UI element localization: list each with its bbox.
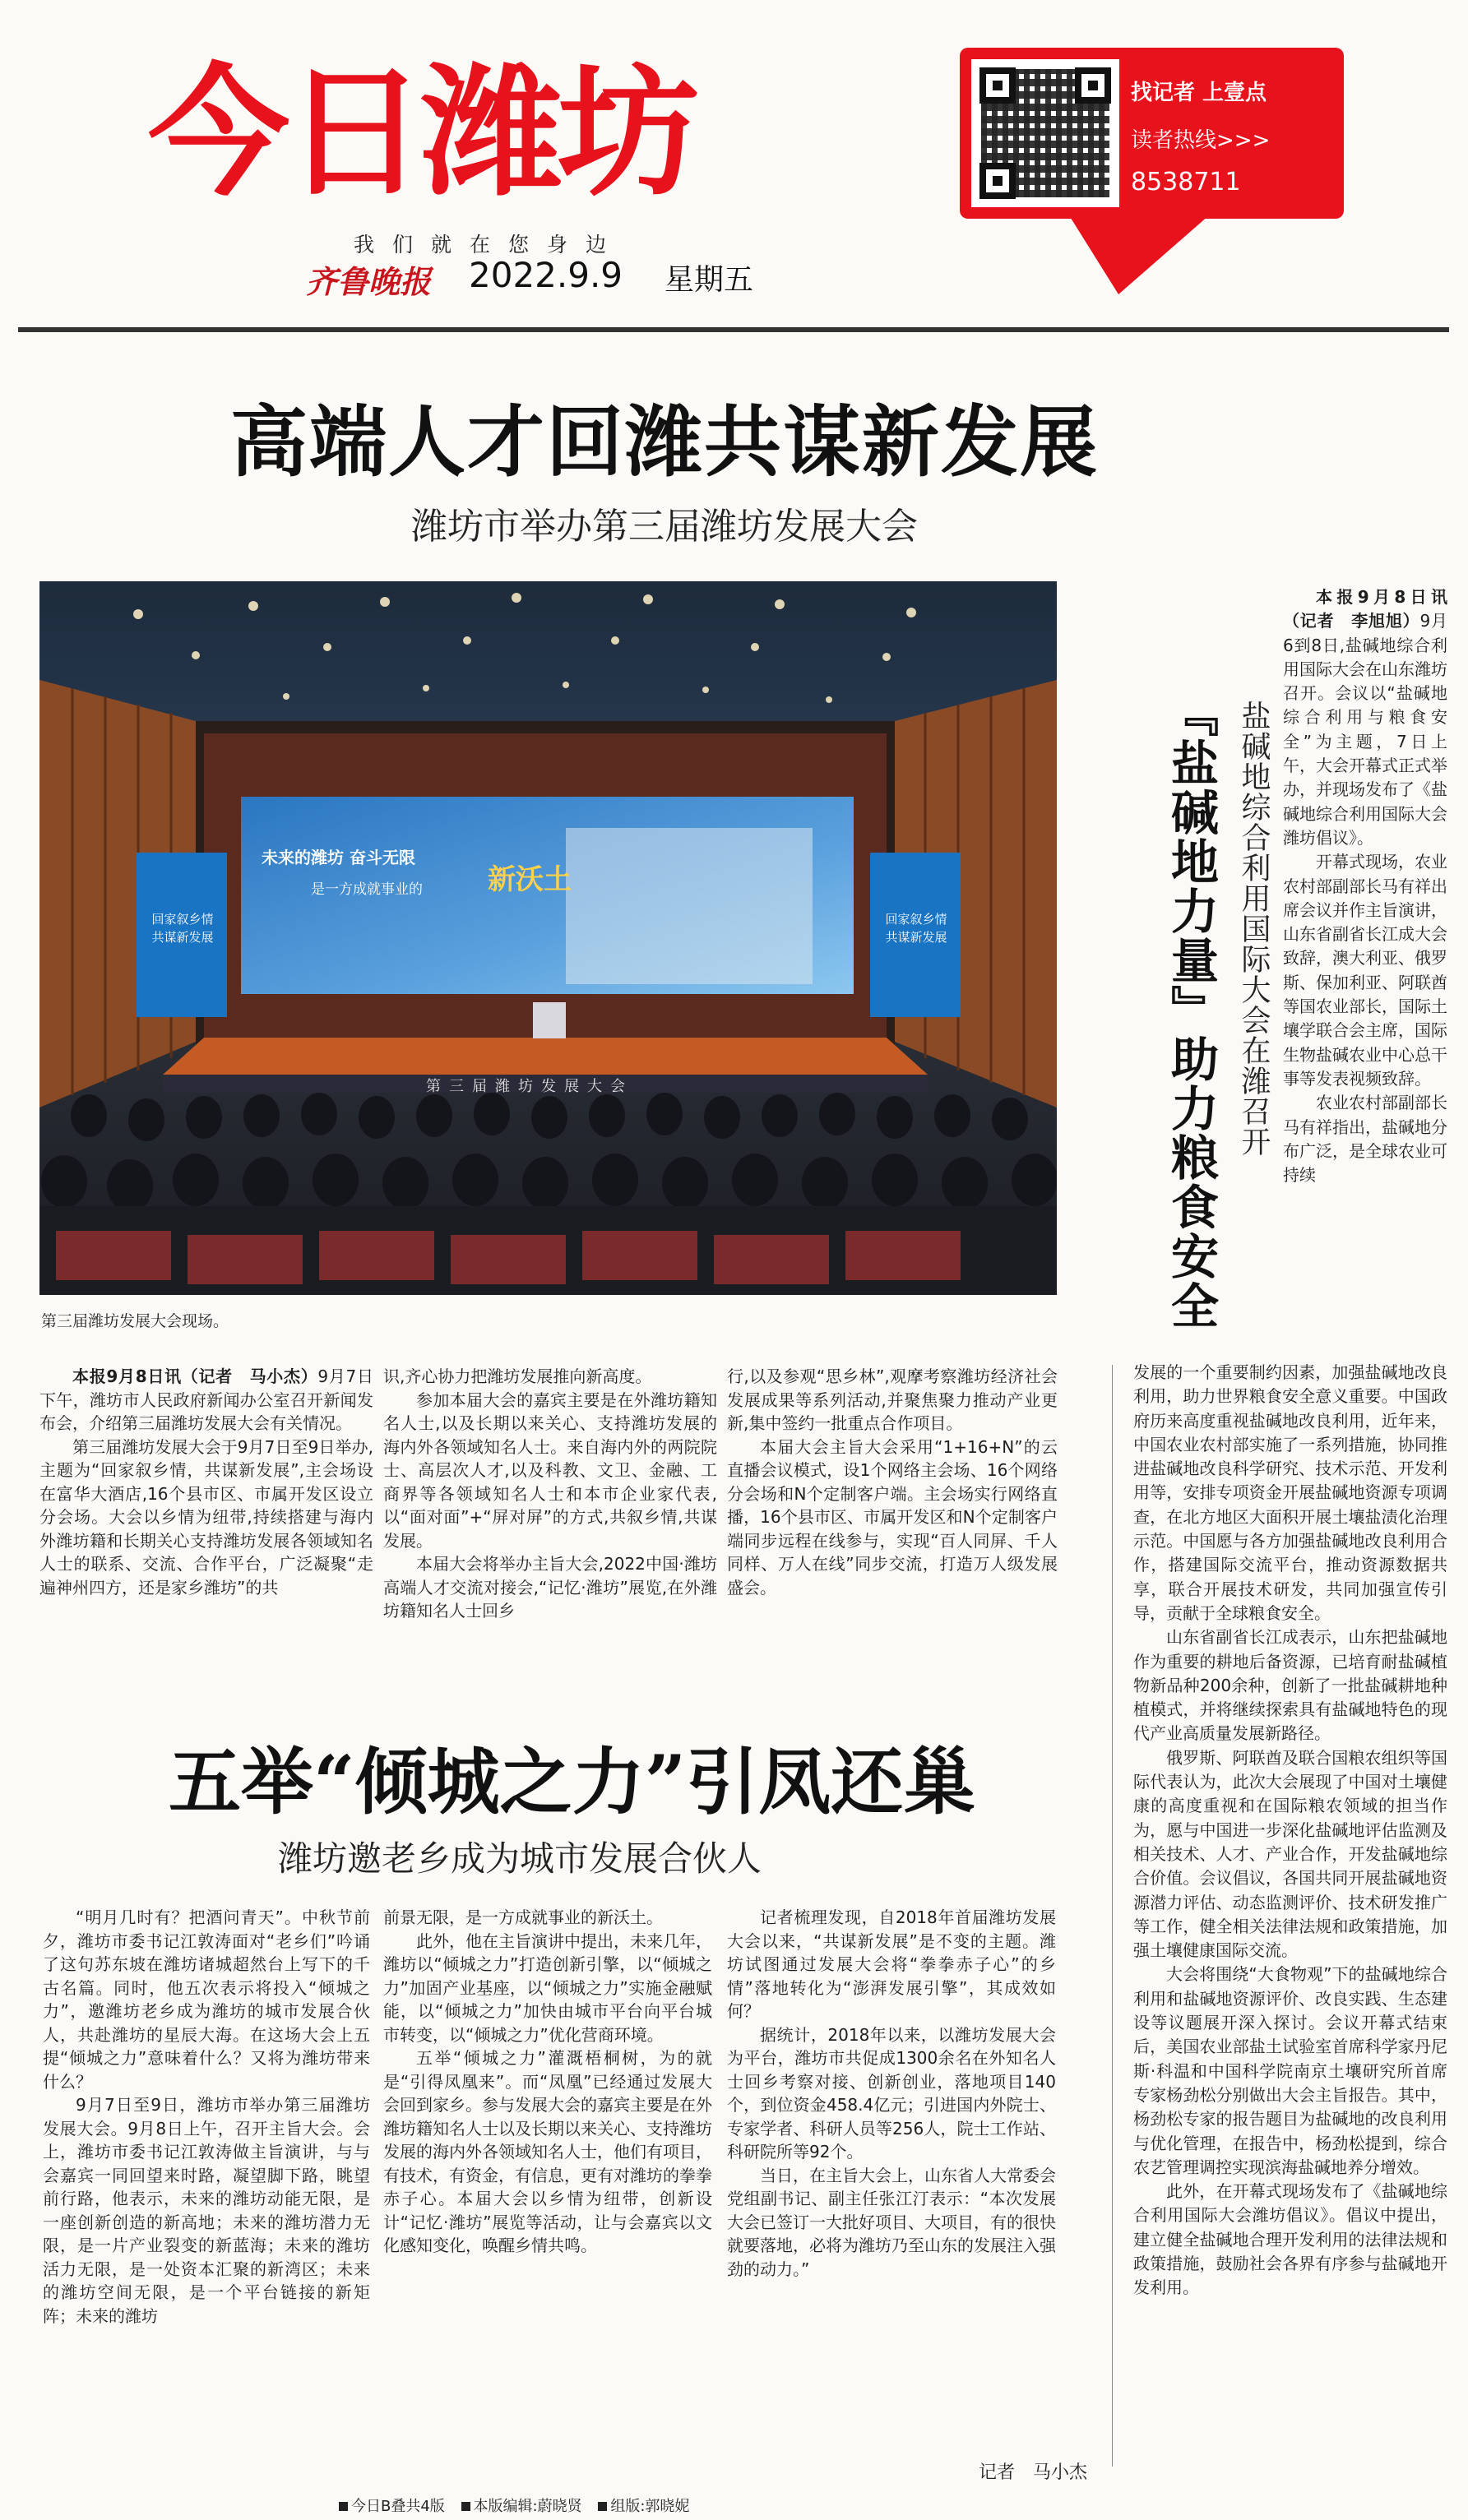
column-divider	[1112, 1365, 1113, 2467]
screen-center-title: 未来的潍坊 奋斗无限	[262, 848, 415, 867]
second-subhead: 潍坊邀老乡成为城市发展合伙人	[278, 1838, 762, 1879]
lead-paragraph: 9月7日下午，潍坊市人民政府新闻办公室召开新闻发布会，介绍第三届潍坊发展大会有关情况。	[39, 1366, 373, 1433]
side-paragraph: 9月6到8日,盐碱地综合利用国际大会在山东潍坊召开。会议以“盐碱地综合利用与粮食安全”为主题，7日上午，大会开幕式正式举办，并现场发布了《盐碱地综合利用国际大会潍坊倡议》。	[1283, 611, 1447, 848]
screen-center-sub: 是一方成就事业的	[311, 881, 423, 898]
side-paragraph: 此外，在开幕式现场发布了《盐碱地综合利用国际大会潍坊倡议》。倡议中提出，建立健全盐碱地合理开发利用的法律法规和政策措施，鼓励社会各界有序参与盐碱地开发利用。	[1133, 2181, 1447, 2298]
page-footer	[339, 2495, 701, 2516]
second-paragraph: 前景无限，是一方成就事业的新沃土。	[383, 1907, 663, 1927]
footer-editor: 本版编辑:蔚晓贤	[473, 2498, 582, 2515]
issue-date: 2022.9.9	[469, 255, 623, 295]
side-paragraph: 俄罗斯、阿联酋及联合国粮农组织等国际代表认为，此次大会展现了中国对土壤健康的高度重视和在国际粮农领域的担当作为，愿与中国进一步深化盐碱地评估监测及相关技术、人才、产业合作，开发盐碱地综合价值。会议倡议，各国共同开展盐碱地资源潜力评估、动态监测评价、技术研发推广等工作，健全相关法律法规和政策措施，加强土壤健康国际交流。	[1133, 1747, 1447, 1961]
footer-layout: 组版:郭晓妮	[610, 2498, 690, 2515]
square-bullet-icon	[339, 2502, 348, 2511]
second-paragraph: 记者梳理发现，自2018年首届潍坊发展大会以来，“共谋新发展”是不变的主题。潍坊试图通过发展大会将“拳拳赤子心”的乡情”落地转化为“澎湃发展引擎”，其成效如何？	[727, 1907, 1056, 2021]
side-dateline: 本报9月8日讯（记者 李旭旭）	[1283, 587, 1447, 631]
side-narrow-column	[1283, 585, 1447, 1361]
hall-banner: 第三届潍坊发展大会	[426, 1078, 633, 1095]
masthead-divider	[18, 327, 1449, 332]
lead-column-2	[383, 1365, 717, 1702]
masthead-title: 今日潍坊	[148, 50, 694, 215]
conference-photo	[39, 581, 1057, 1295]
side-headline-vertical: 『盐碱地力量』助力粮食安全	[1163, 689, 1219, 1330]
square-bullet-icon	[461, 2502, 470, 2511]
side-paragraph: 开幕式现场，农业农村部副部长马有祥出席会议并作主旨演讲，山东省副省长江成大会致辞，澳大利亚、俄罗斯、保加利亚、阿联酋等国农业部长，国际土壤学联合会主席，国际生物盐碱农业中心总干事等发表视频致辞。	[1283, 852, 1447, 1089]
screen-right-banner: 回家叙乡情 共谋新发展	[885, 912, 947, 945]
second-paragraph: “明月几时有？把酒问青天”。中秋节前夕，潍坊市委书记江敦涛面对“老乡们”吟诵了这句苏东坡在潍坊诸城超然台上写下的千古名篇。同时，他五次表示将投入“倾城之力”，邀潍坊老乡成为潍坊的城市发展合伙人，共赴潍坊的星辰大海。在这场大会上五提“倾城之力”意味着什么？又将为潍坊带来什么？	[43, 1907, 370, 2092]
second-column-1	[43, 1906, 370, 2473]
photo-caption: 第三届潍坊发展大会现场。	[41, 1312, 229, 1330]
footer-edition: 今日B叠共4版	[351, 2498, 445, 2515]
lead-column-3	[727, 1365, 1058, 1702]
side-paragraph: 山东省副省长江成表示，山东把盐碱地作为重要的耕地后备资源，已培育耐盐碱植物新品种200余种，创新了一批盐碱耕地种植模式，并将继续探索具有盐碱地特色的现代产业高质量发展新路径。	[1133, 1627, 1447, 1744]
square-bullet-icon	[598, 2502, 607, 2511]
lead-headline: 高端人才回潍共谋新发展	[230, 397, 1100, 488]
lead-column-1	[39, 1365, 373, 1702]
side-wide-column	[1133, 1361, 1447, 2475]
second-paragraph: 据统计，2018年以来，以潍坊发展大会为平台，潍坊市共促成1300余名在外知名人士回乡考察对接、创新创业，落地项目140个，到位资金458.4亿元；引进国内外院士、专家学者、科研人员等256人，院士工作站、科研院所等92个。	[727, 2024, 1056, 2162]
hotline-bubble-tail	[1069, 215, 1209, 294]
lead-paragraph: 本届大会主旨大会采用“1+16+N”的云直播会议模式，设1个网络主会场、16个网络分会场和N个定制客户端。主会场实行网络直播，16个县市区、市属开发区和N个定制客户端同步远程在线参与，实现“百人同屏、千人同样、万人在线”同步交流，打造万人级发展盛会。	[727, 1436, 1058, 1598]
side-paragraph: 农业农村部副部长马有祥指出，盐碱地分布广泛，是全球农业可持续	[1283, 1093, 1447, 1186]
side-subhead-vertical: 盐碱地综合利用国际大会在潍召开	[1237, 701, 1271, 1157]
second-paragraph: 9月7日至9日，潍坊市举办第三届潍坊发展大会。9月8日上午，召开主旨大会。会上，潍坊市委书记江敦涛做主旨演讲，与与会嘉宾一同回望来时路，凝望脚下路，眺望前行路，他表示，未来的潍坊动能无限，是一座创新创造的新高地；未来的潍坊潜力无限，是一片产业裂变的新蓝海；未来的潍坊活力无限，是一处资本汇聚的新湾区；未来的潍坊空间无限，是一个平台链接的新矩阵；未来的潍坊	[43, 2095, 370, 2326]
issue-weekday: 星期五	[665, 263, 754, 297]
lead-paragraph: 参加本届大会的嘉宾主要是在外潍坊籍知名人士,以及长期以来关心、支持潍坊发展的海内外各领域知名人士。来自海内外的两院院士、高层次人才,以及科教、文卫、金融、工商界等各领域知名人士和本市企业家代表,以“面对面”+“屏对屏”的方式,共叙乡情,共谋发展。	[383, 1389, 717, 1551]
lead-paragraph: 识,齐心协力把潍坊发展推向新高度。	[383, 1366, 652, 1386]
masthead-slogan: 我们就在您身边	[354, 233, 625, 257]
second-paragraph: 此外，他在主旨演讲中提出，未来几年，潍坊以“倾城之力”打造创新引擎，以“倾城之力”加固产业基座，以“倾城之力”实施金融赋能，以“倾城之力”加快由城市平台向平台城市转变，以“倾城之力”优化营商环境。	[383, 1930, 712, 2045]
second-paragraph: 五举“倾城之力”灌溉梧桐树，为的就是“引得凤凰来”。而“凤凰”已经通过发展大会回到家乡。参与发展大会的嘉宾主要是在外潍坊籍知名人士以及长期以来关心、支持潍坊发展的海内外各领域知名人士，他们有项目，有技术，有资金，有信息，更有对潍坊的拳拳赤子心。本届大会以乡情为纽带，创新设计“记忆·潍坊”展览等活动，让与会嘉宾以文化感知变化，唤醒乡情共鸣。	[383, 2048, 712, 2255]
second-column-2	[383, 1906, 712, 2473]
paper-name: 齐鲁晚报	[306, 263, 432, 300]
side-paragraph: 大会将围绕“大食物观”下的盐碱地综合利用和盐碱地资源评价、改良实践、生态建设等议题展开深入探讨。会议开幕式结束后，美国农业部盐土试验室首席科学家丹尼斯·科温和中国科学院南京土壤研究所首席专家杨劲松分别做出大会主旨报告。其中，杨劲松专家的报告题目为盐碱地的改良利用与优化管理，在报告中，杨劲松提到，综合农艺管理调控实现滨海盐碱地养分增效。	[1133, 1964, 1447, 2177]
qr-code-icon[interactable]	[971, 59, 1119, 207]
hotline-text-label: 读者热线>>>	[1131, 128, 1271, 153]
second-headline: 五举“倾城之力”引凤还巢	[169, 1739, 976, 1824]
second-byline: 记者 马小杰	[979, 2462, 1088, 2483]
side-paragraph: 发展的一个重要制约因素，加强盐碱地改良利用，助力世界粮食安全意义重要。中国政府历来高度重视盐碱地改良利用，近年来，中国农业农村部实施了一系列措施，协同推进盐碱地改良科学研究、技术示范、开发利用等，安排专项资金开展盐碱地资源专项调查，在北方地区大面积开展土壤盐渍化治理示范。中国愿与各方加强盐碱地改良利用合作，搭建国际交流平台，推动资源数据共享，联合开展技术研发，共同加强宣传引导，贡献于全球粮食安全。	[1133, 1362, 1447, 1623]
second-paragraph: 当日，在主旨大会上，山东省人大常委会党组副书记、副主任张江汀表示：“本次发展大会已签订一大批好项目、大项目，有的很快就要落地，必将为潍坊乃至山东的发展注入强劲的动力。”	[727, 2165, 1056, 2279]
lead-subhead: 潍坊市举办第三届潍坊发展大会	[411, 506, 918, 548]
lead-paragraph: 行,以及参观“思乡林”,观摩考察潍坊经济社会发展成果等系列活动,并聚焦聚力推动产业更新,集中签约一批重点合作项目。	[727, 1366, 1058, 1433]
second-column-3	[727, 1906, 1056, 2448]
lead-paragraph: 本届大会将举办主旨大会,2022中国·潍坊高端人才交流对接会,“记忆·潍坊”展览,在外潍坊籍知名人士回乡	[383, 1554, 717, 1621]
screen-center-tag: 新沃土	[488, 863, 572, 896]
screen-left-banner: 回家叙乡情 共谋新发展	[151, 912, 214, 945]
lead-paragraph: 第三届潍坊发展大会于9月7日至9日举办,主题为“回家叙乡情，共谋新发展”,主会场设在富华大酒店,16个县市区、市属开发区设立分会场。大会以乡情为纽带,持续搭建与海内外潍坊籍和长期关心支持潍坊发展各领域知名人士的联系、交流、合作平台，广泛凝聚“走遍神州四方，还是家乡潍坊”的共	[39, 1436, 373, 1598]
hotline-number: 8538711	[1131, 168, 1241, 197]
lead-dateline: 本报9月8日讯（记者 马小杰）	[72, 1366, 318, 1386]
hotline-text-reporter: 找记者 上壹点	[1131, 81, 1267, 105]
